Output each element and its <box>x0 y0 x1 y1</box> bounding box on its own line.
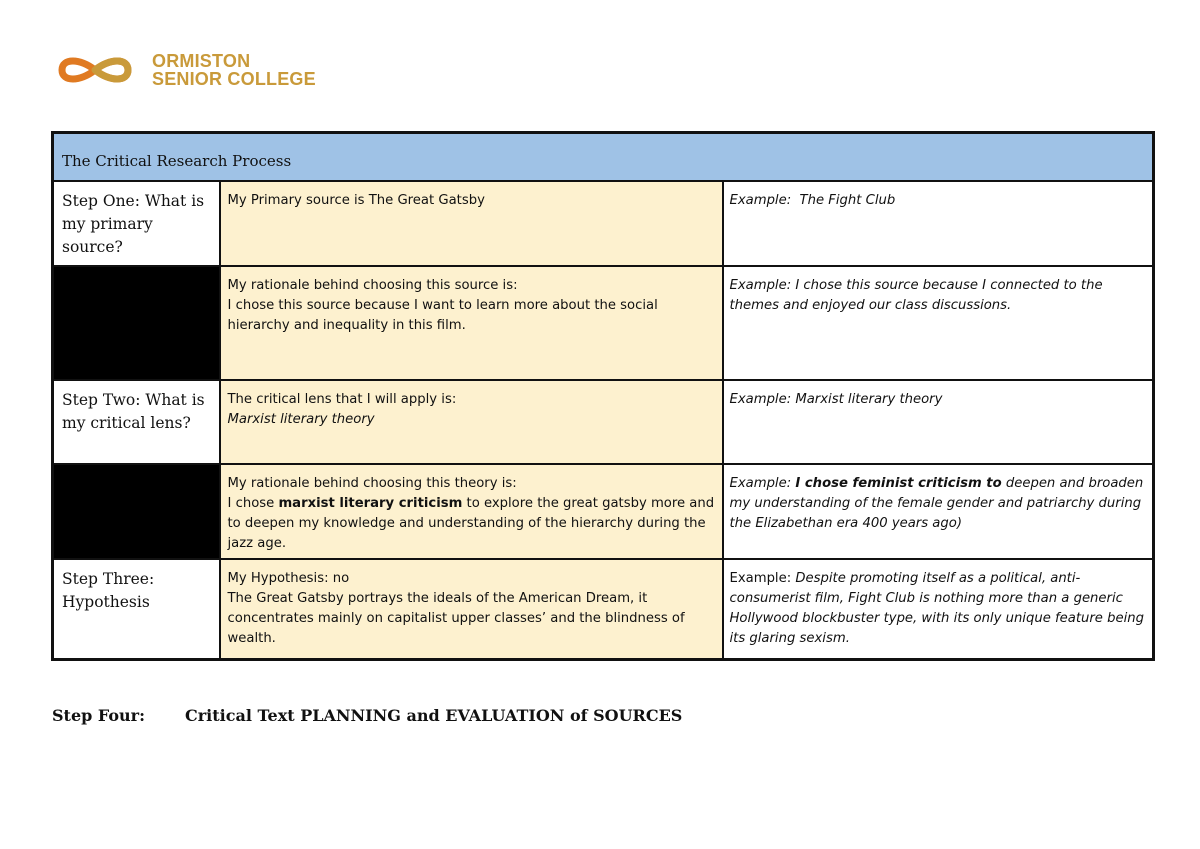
step-one-rationale-example: Example: I chose this source because I connected to the themes and enjoyed our class discussions. <box>723 266 1154 380</box>
step-three-example <box>723 559 1154 659</box>
step-two-label: Step Two: What is my critical lens? <box>53 380 220 464</box>
step-two-rationale-response[interactable] <box>220 464 723 559</box>
step-two-rationale-example <box>723 464 1154 559</box>
table-row-step-two-rationale <box>53 464 1154 559</box>
step-one-example <box>723 181 1154 266</box>
step-two-rationale-body-b: to explore the great gatsby more and to deepen my knowledge and understanding of the hierarchy during the jazz age. <box>227 496 715 551</box>
step-four-heading <box>52 706 682 725</box>
blank-label-cell <box>53 464 220 559</box>
step-two-rationale-body-a: I chose <box>227 496 279 511</box>
step-one-label: Step One: What is my primary source? <box>53 181 220 266</box>
step-two-rationale-body-bold: marxist literary criticism <box>278 496 463 511</box>
college-name <box>152 52 316 88</box>
college-name-line2: SENIOR COLLEGE <box>152 69 316 89</box>
table-header-row <box>53 133 1154 182</box>
step-three-body: The Great Gatsby portrays the ideals of the American Dream, it concentrates mainly on capitalist upper classes’ and the blindness of wealth. <box>227 591 685 646</box>
step-two-intro: The critical lens that I will apply is: <box>227 392 457 407</box>
step-one-example-prefix: Example: <box>729 193 792 208</box>
step-three-intro: My Hypothesis: no <box>227 571 350 586</box>
infinity-logo-icon <box>52 53 138 87</box>
step-two-example: Example: Marxist literary theory <box>723 380 1154 464</box>
table-row-step-three <box>53 559 1154 659</box>
step-two-response[interactable] <box>220 380 723 464</box>
step-three-example-prefix: Example: <box>729 571 792 586</box>
table-row-step-one-rationale <box>53 266 1154 380</box>
table-title: The Critical Research Process <box>53 133 1154 182</box>
step-two-value: Marxist literary theory <box>227 412 375 427</box>
college-name-line1: ORMISTON <box>152 51 251 71</box>
step-one-response[interactable]: My Primary source is The Great Gatsby <box>220 181 723 266</box>
step-two-rationale-example-rest: deepen and broaden my understanding of the female gender and patriarchy during the Elizabethan era 400 years ago) <box>729 476 1144 531</box>
step-two-rationale-intro: My rationale behind choosing this theory is: <box>227 476 517 491</box>
step-two-rationale-body <box>228 494 716 554</box>
blank-label-cell <box>53 266 220 380</box>
step-three-response[interactable] <box>220 559 723 659</box>
step-three-label: Step Three: Hypothesis <box>53 559 220 659</box>
step-four-title: Critical Text PLANNING and EVALUATION of SOURCES <box>185 706 683 725</box>
step-three-example-text: Despite promoting itself as a political, anti-consumerist film, Fight Club is nothing more than a generic Hollywood blockbuster type, with its only unique feature being its glaring sexism. <box>729 571 1144 646</box>
critical-research-table <box>51 131 1155 661</box>
step-two-rationale-example-bold: I chose feminist criticism to <box>795 476 1002 491</box>
step-one-rationale-body: I chose this source because I want to learn more about the social hierarchy and inequality in this film. <box>227 298 658 333</box>
step-one-example-text: The Fight Club <box>799 193 896 208</box>
college-logo <box>52 52 316 88</box>
step-one-rationale-intro: My rationale behind choosing this source is: <box>227 278 518 293</box>
table-row-step-one <box>53 181 1154 266</box>
step-four-label: Step Four: <box>52 706 146 725</box>
step-one-rationale-response[interactable] <box>220 266 723 380</box>
table-row-step-two <box>53 380 1154 464</box>
step-two-rationale-example-prefix: Example: <box>729 476 796 491</box>
